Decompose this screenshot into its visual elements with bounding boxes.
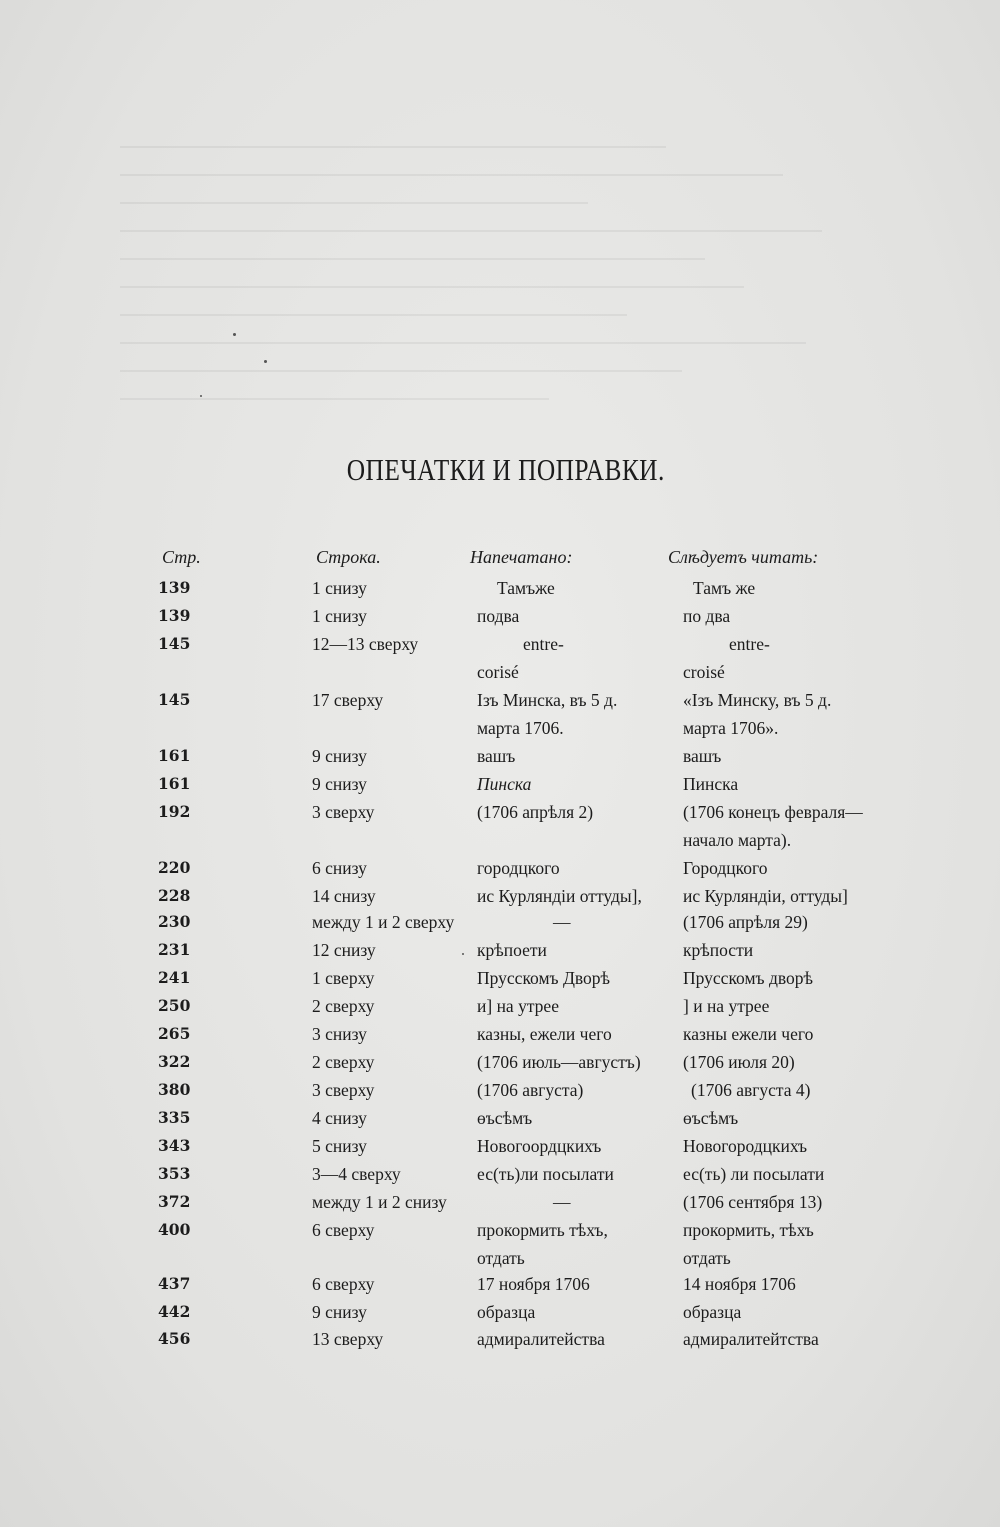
line-cell: 14 снизу — [312, 886, 376, 906]
printed-cell — [477, 908, 677, 936]
should-read-text: Пинска — [683, 774, 739, 794]
should-read-cell — [683, 1160, 908, 1188]
line-cell: 3 сверху — [312, 1080, 375, 1100]
printed-text: (1706 августа) — [477, 1080, 584, 1100]
line-cell: 12 снизу — [312, 940, 376, 960]
printed-text: Новогоордцкихъ — [477, 1136, 602, 1156]
line-cell: между 1 и 2 снизу — [312, 1192, 447, 1212]
should-read-text: казны ежели чего — [683, 1024, 814, 1044]
line-cell: 13 сверху — [312, 1329, 384, 1349]
page-number-cell: 161 — [158, 774, 191, 793]
line-cell: 1 снизу — [312, 578, 367, 598]
should-read-text: вашъ — [683, 746, 722, 766]
should-read-text: (1706 августа 4) — [691, 1080, 811, 1100]
printed-text: ис Курляндiи оттуды], — [477, 886, 642, 906]
should-read-cell — [683, 1270, 908, 1298]
line-cell: 5 снизу — [312, 1136, 367, 1156]
printed-cell — [477, 1298, 677, 1326]
printed-text: entre- — [523, 634, 564, 654]
should-read-text: entre- — [729, 634, 770, 654]
line-cell: 9 снизу — [312, 774, 367, 794]
should-read-text: начало марта). — [683, 830, 792, 850]
should-read-text: (1706 конецъ февраля— — [683, 802, 863, 822]
printed-cell — [477, 1325, 677, 1353]
line-cell: 3—4 сверху — [312, 1164, 401, 1184]
page-number-cell: 343 — [158, 1136, 191, 1155]
should-read-cell — [683, 882, 908, 910]
printed-cell — [477, 964, 677, 992]
printed-cell — [477, 992, 677, 1020]
printed-text: өъсѣмъ — [477, 1108, 533, 1128]
should-read-cell — [683, 1298, 908, 1326]
printed-text: Пинска — [477, 774, 532, 794]
printed-cell — [477, 742, 677, 770]
should-read-cell — [683, 798, 908, 854]
page-number-cell: 442 — [158, 1302, 191, 1321]
ink-speck — [200, 395, 202, 397]
printed-text: вашъ — [477, 746, 516, 766]
should-read-text: адмиралитейтства — [683, 1329, 819, 1349]
page-number-cell: 139 — [158, 606, 191, 625]
should-read-text: (1706 июля 20) — [683, 1052, 795, 1072]
should-read-text: крѣпости — [683, 940, 754, 960]
printed-text: подва — [477, 606, 520, 626]
printed-text: и] на утрее — [477, 996, 559, 1016]
printed-text: Тамъже — [497, 578, 555, 598]
line-cell: между 1 и 2 сверху — [312, 912, 455, 932]
page-number-cell: 241 — [158, 968, 191, 987]
ink-speck — [462, 953, 464, 955]
printed-cell — [477, 770, 677, 798]
line-cell: 3 сверху — [312, 802, 375, 822]
bleed-through-text — [120, 120, 900, 450]
page-number-cell: 353 — [158, 1164, 191, 1183]
should-read-cell — [683, 742, 908, 770]
printed-text: адмиралитейства — [477, 1329, 605, 1349]
printed-cell — [477, 1188, 677, 1216]
page-number-cell: 372 — [158, 1192, 191, 1211]
page-title: ОПЕЧАТКИ И ПОПРАВКИ. — [346, 452, 665, 487]
page-number-cell: 161 — [158, 746, 191, 765]
page-number-cell: 220 — [158, 858, 191, 877]
should-read-text: по два — [683, 606, 731, 626]
line-cell: 17 сверху — [312, 690, 384, 710]
printed-text: — — [553, 1192, 571, 1212]
line-cell: 2 сверху — [312, 996, 375, 1016]
should-read-cell — [683, 1048, 908, 1076]
printed-cell — [477, 1160, 677, 1188]
should-read-text: (1706 апрѣля 29) — [683, 912, 808, 932]
should-read-cell — [683, 602, 908, 630]
line-cell: 6 сверху — [312, 1220, 375, 1240]
should-read-text: croisé — [683, 662, 725, 682]
page-number-cell: 139 — [158, 578, 191, 597]
line-cell: 9 снизу — [312, 1302, 367, 1322]
header-page: Стр. — [162, 547, 201, 567]
line-cell: 2 сверху — [312, 1052, 375, 1072]
printed-text: казны, ежели чего — [477, 1024, 612, 1044]
should-read-text: ес(ть) ли посылати — [683, 1164, 825, 1184]
should-read-text: Прусскомъ дворѣ — [683, 968, 814, 988]
should-read-cell — [683, 1104, 908, 1132]
should-read-cell — [683, 1076, 908, 1104]
printed-cell — [477, 1048, 677, 1076]
printed-cell — [477, 602, 677, 630]
printed-cell — [477, 1104, 677, 1132]
should-read-cell — [683, 1132, 908, 1160]
printed-text: corisé — [477, 662, 519, 682]
should-read-cell — [683, 1216, 908, 1272]
should-read-cell — [683, 1188, 908, 1216]
printed-cell — [477, 854, 677, 882]
should-read-cell — [683, 854, 908, 882]
should-read-text: ] и на утрее — [683, 996, 770, 1016]
should-read-cell — [683, 992, 908, 1020]
ink-speck — [264, 360, 267, 363]
should-read-cell — [683, 1020, 908, 1048]
should-read-text: ис Курляндiи, оттуды] — [683, 886, 848, 906]
page-number-cell: 380 — [158, 1080, 191, 1099]
should-read-cell — [683, 770, 908, 798]
printed-cell — [477, 1076, 677, 1104]
header-should-read: Слѣдуетъ читать: — [668, 547, 819, 567]
printed-text: отдать — [477, 1248, 525, 1268]
should-read-cell — [683, 908, 908, 936]
page-number-cell: 145 — [158, 634, 191, 653]
page-number-cell: 230 — [158, 912, 191, 931]
printed-cell — [477, 574, 677, 602]
printed-text: крѣпоети — [477, 940, 547, 960]
printed-cell — [477, 1216, 677, 1272]
printed-text: ес(ть)ли посылати — [477, 1164, 614, 1184]
should-read-text: (1706 сентября 13) — [683, 1192, 823, 1212]
should-read-cell — [683, 1325, 908, 1353]
printed-cell — [477, 630, 677, 686]
header-line: Строка. — [316, 547, 381, 567]
printed-cell — [477, 936, 677, 964]
should-read-cell — [683, 936, 908, 964]
page-number-cell: 228 — [158, 886, 191, 905]
should-read-cell — [683, 964, 908, 992]
should-read-text: марта 1706». — [683, 718, 779, 738]
should-read-text: «Ізъ Минску, въ 5 д. — [683, 690, 832, 710]
page-number-cell: 192 — [158, 802, 191, 821]
printed-text: прокормить тѣхъ, — [477, 1220, 608, 1240]
line-cell: 9 снизу — [312, 746, 367, 766]
line-cell: 12—13 сверху — [312, 634, 419, 654]
page-number-cell: 400 — [158, 1220, 191, 1239]
printed-cell — [477, 1270, 677, 1298]
should-read-text: өъсѣмъ — [683, 1108, 739, 1128]
should-read-text: Новогородцкихъ — [683, 1136, 808, 1156]
page-number-cell: 145 — [158, 690, 191, 709]
should-read-text: Городцкого — [683, 858, 768, 878]
printed-cell — [477, 1020, 677, 1048]
should-read-text: образца — [683, 1302, 742, 1322]
printed-text: марта 1706. — [477, 718, 564, 738]
printed-text: Прусскомъ Дворѣ — [477, 968, 611, 988]
ink-speck — [233, 333, 236, 336]
line-cell: 6 сверху — [312, 1274, 375, 1294]
line-cell: 1 сверху — [312, 968, 375, 988]
should-read-cell — [683, 574, 908, 602]
line-cell: 3 снизу — [312, 1024, 367, 1044]
printed-cell — [477, 686, 677, 742]
page-number-cell: 335 — [158, 1108, 191, 1127]
should-read-cell — [683, 630, 908, 686]
line-cell: 1 снизу — [312, 606, 367, 626]
should-read-text: 14 ноября 1706 — [683, 1274, 796, 1294]
page-number-cell: 250 — [158, 996, 191, 1015]
printed-text: образца — [477, 1302, 536, 1322]
printed-cell — [477, 798, 677, 826]
should-read-text: отдать — [683, 1248, 731, 1268]
header-printed: Напечатано: — [470, 547, 573, 567]
printed-text: (1706 апрѣля 2) — [477, 802, 594, 822]
page-number-cell: 322 — [158, 1052, 191, 1071]
line-cell: 4 снизу — [312, 1108, 367, 1128]
should-read-text: Тамъ же — [693, 578, 756, 598]
printed-text: Ізъ Минска, въ 5 д. — [477, 690, 618, 710]
should-read-cell — [683, 686, 908, 742]
page-number-cell: 231 — [158, 940, 191, 959]
printed-cell — [477, 1132, 677, 1160]
page-number-cell: 265 — [158, 1024, 191, 1043]
line-cell: 6 снизу — [312, 858, 367, 878]
printed-text: 17 ноября 1706 — [477, 1274, 590, 1294]
printed-text: городцкого — [477, 858, 560, 878]
should-read-text: прокормить, тѣхъ — [683, 1220, 814, 1240]
page-number-cell: 437 — [158, 1274, 191, 1293]
printed-text: (1706 июль—августъ) — [477, 1052, 641, 1072]
printed-cell — [477, 882, 677, 910]
page-number-cell: 456 — [158, 1329, 191, 1348]
printed-text: — — [553, 912, 571, 932]
